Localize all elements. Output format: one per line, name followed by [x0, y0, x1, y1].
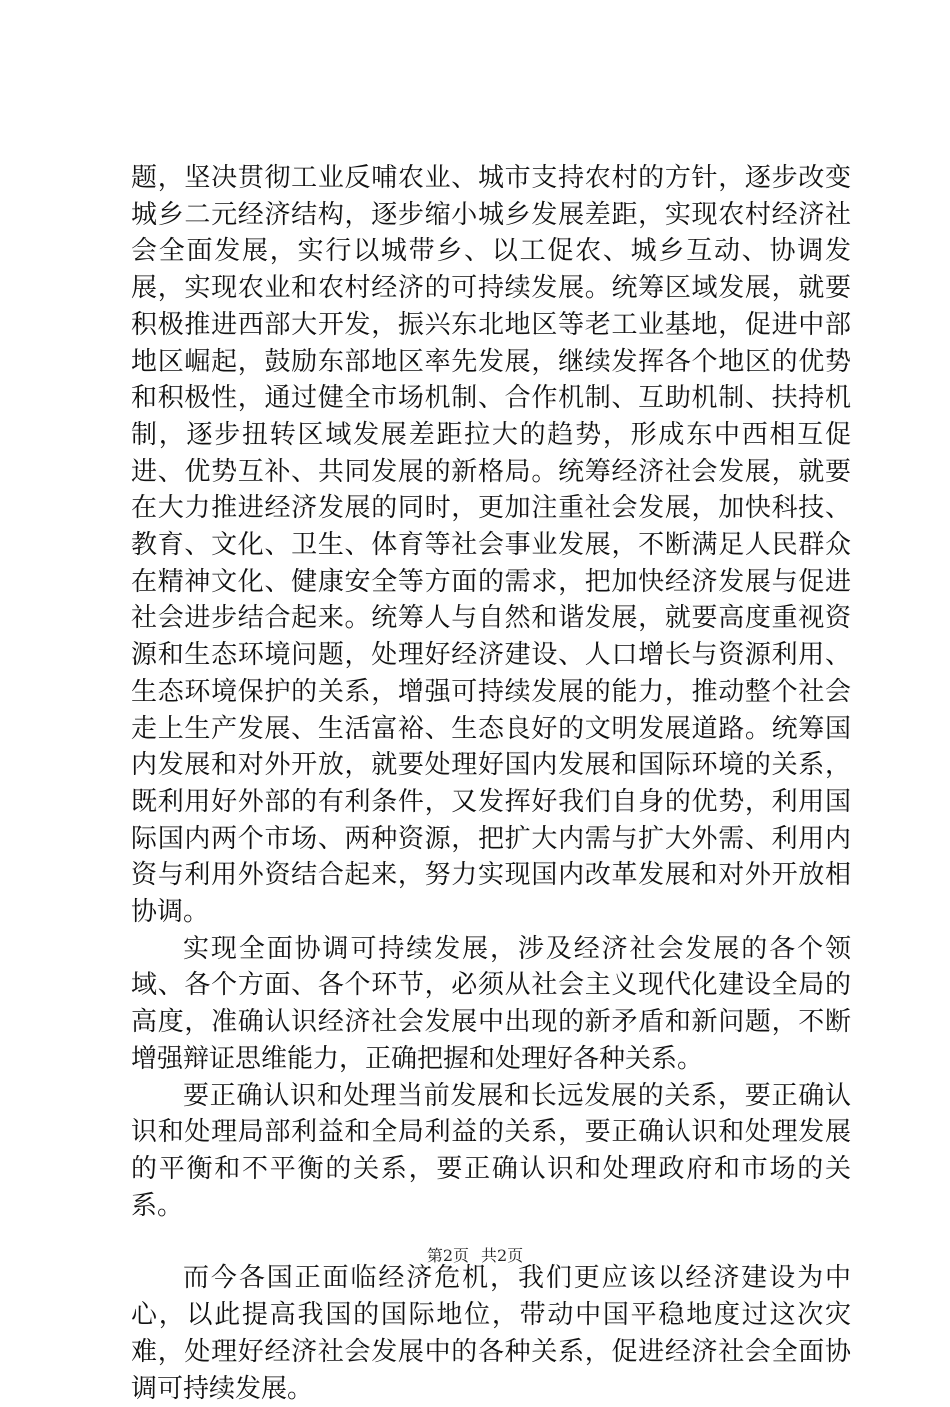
paragraph-1: 题，坚决贯彻工业反哺农业、城市支持农村的方针，逐步改变城乡二元经济结构，逐步缩小城乡发展差距，实现农村经济社会全面发展，实行以城带乡、以工促农、城乡互动、协调发展，实现农业和农村经济的可持续发展。统筹区域发展，就要积极推进西部大开发，振兴东北地区等老工业基地，促进中部地区崛起，鼓励东部地区率先发展，继续发挥各个地区的优势和积极性，通过健全市场机制、合作机制、互助机制、扶持机制，逐步扭转区域发展差距拉大的趋势，形成东中西相互促进、优势互补、共同发展的新格局。统筹经济社会发展，就要在大力推进经济发展的同时，更加注重社会发展，加快科技、教育、文化、卫生、体育等社会事业发展，不断满足人民群众在精神文化、健康安全等方面的需求，把加快经济发展与促进社会进步结合起来。统筹人与自然和谐发展，就要高度重视资源和生态环境问题，处理好经济建设、人口增长与资源利用、生态环境保护的关系，增强可持续发展的能力，推动整个社会走上生产发展、生活富裕、生态良好的文明发展道路。统筹国内发展和对外开放，就要处理好国内发展和国际环境的关系，既利用好外部的有利条件，又发挥好我们自身的优势，利用国际国内两个市场、两种资源，把扩大内需与扩大外需、利用内资与利用外资结合起来，努力实现国内改革发展和对外开放相协调。: [131, 163, 851, 928]
page-number-current: 第2页: [426, 1246, 469, 1265]
document-body: [131, 160, 851, 1407]
paragraph-2: 实现全面协调可持续发展，涉及经济社会发展的各个领域、各个方面、各个环节，必须从社会主义现代化建设全局的高度，准确认识经济社会发展中出现的新矛盾和新问题，不断增强辩证思维能力，正确把握和处理好各种关系。: [131, 933, 851, 1074]
page-number-total: 共2页: [481, 1246, 524, 1265]
page-footer: [0, 1246, 950, 1266]
paragraph-3: 要正确认识和处理当前发展和长远发展的关系，要正确认识和处理局部利益和全局利益的关系，要正确认识和处理发展的平衡和不平衡的关系，要正确认识和处理政府和市场的关系。: [131, 1080, 851, 1221]
paragraph-4: 而今各国正面临经济危机，我们更应该以经济建设为中心，以此提高我国的国际地位，带动中国平稳地度过这次灾难，处理好经济社会发展中的各种关系，促进经济社会全面协调可持续发展。: [131, 1263, 851, 1404]
